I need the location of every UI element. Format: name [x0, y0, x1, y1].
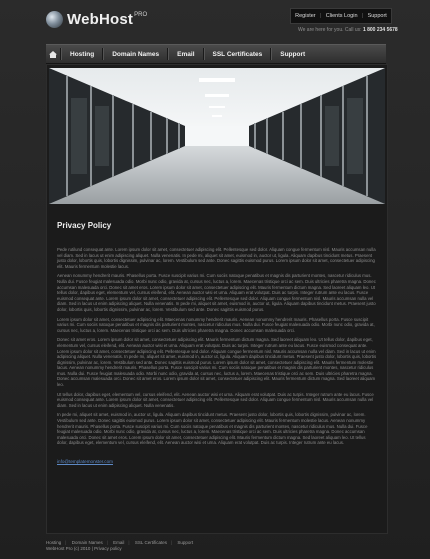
nav-item-support[interactable]: Support [280, 50, 306, 58]
separator: | [106, 540, 108, 545]
footer-link-hosting[interactable]: Hosting [46, 540, 62, 545]
paragraph: Pede rutilund consequat ante. Lorem ipsum dolor sit amet, consectetuer adipiscing elit. Pellentesque sed dolor. Aliquam congue fermentum nisl. Mauris accumsan nulla vel diam. Sed in lacus ut enim adipiscing aliquet. Nulla venenatis. In pede mi, aliquet sit amet, euismod in, auctor ut, ligula. Aliquam dapibus tincidunt metus. Praesent justo dolor, lobortis quis, lobortis dignissim, pulvinar ac, lorem. Vestibulum sed ante. Donec sagittis euismod purus. Lorem ipsum dolor sit amet, consectetuer adipiscing elit. Mauris fermentum molestie lacus. [57, 247, 376, 269]
footer [46, 540, 197, 552]
separator: | [128, 540, 130, 545]
brand-name: WebHost [67, 11, 134, 28]
paragraph: Lorem ipsum dolor sit amet, consectetuer adipiscing elit. Maecenas nonummy hendrerit mauris. Aenean nonummy hendrerit mauris. Phasellus porta. Fusce suscipit varius mi. Cum sociis natoque penatibus et magnis dis parturient montes, nascetur ridiculus mus. Nulla dui. Fusce feugiat malesuada odio. Morbi nunc odio, gravida at, cursus nec, luctus a, lorem. Maecenas tristique orci ac sem. Duis ultricies pharetra magna. Donec accumsan malesuada orci. [57, 316, 375, 333]
hero-image [49, 68, 385, 204]
footer-link-domain-names[interactable]: Domain Names [71, 540, 103, 545]
separator: | [170, 540, 173, 545]
home-icon[interactable] [46, 45, 60, 63]
copyright: WebHost Pro (c) 2010 | Privacy policy [46, 546, 122, 551]
email-link[interactable]: info@templatemonster.com [57, 459, 113, 464]
separator: | [65, 540, 67, 545]
page-title: Privacy Policy [57, 221, 112, 230]
nav-item-domain-names[interactable]: Domain Names [112, 50, 160, 58]
contact-phone: 1 800 234 5678 [362, 27, 398, 33]
footer-link-email[interactable]: Email [113, 540, 125, 545]
contact-prefix: We are here for you. Call us: [298, 27, 362, 33]
clients-login-link[interactable]: Clients Login [325, 13, 358, 19]
separator: | [361, 13, 364, 19]
footer-link-ssl-certificates[interactable]: SSL Certificates [134, 540, 167, 545]
footer-link-support[interactable]: Support [177, 540, 194, 545]
globe-icon [46, 11, 63, 28]
main-content [46, 64, 388, 534]
contact-line [298, 27, 398, 33]
top-links [290, 8, 392, 24]
main-nav [46, 44, 386, 64]
separator: | [319, 13, 322, 19]
paragraph: Donec sit amet eros. Lorem ipsum dolor sit amet, consectetuer adipiscing elit. Mauris fermentum dictum magna. Sed laoreet aliquam leo. Ut tellus dolor, dapibus eget, elementum vel, cursus eleifend, elit. Aenean auctor wisi et urna. Aliquam erat volutpat. Duis ac turpis. Integer rutrum ante eu lacus. Fusce euismod consequat ante. Lorem ipsum dolor sit amet, consectetuer adipiscing elit. Pellentesque sed dolor. Aliquam congue fermentum nisl. Mauris accumsan nulla vel diam. Sed in lacus ut enim adipiscing aliquet. Nulla venenatis. In pede mi, aliquet sit amet, euismod in, auctor ut, ligula. Aliquam dapibus tincidunt metus. Praesent justo dolor, lobortis quis, lobortis dignissim, pulvinar ac, lorem. Vestibulum sed ante. Donec sagittis euismod purus. Lorem ipsum dolor sit amet, consectetuer adipiscing elit. Mauris fermentum molestie lacus. Aenean nonummy hendrerit mauris. Phasellus porta. Fusce suscipit varius mi. Cum sociis natoque penatibus et magnis dis parturient montes, nascetur ridiculus mus. Nulla dui. Fusce feugiat malesuada odio. Morbi nunc odio, gravida at, cursus nec, luctus a, lorem. Maecenas tristique orci ac sem. Duis ultricies pharetra magna. Donec accumsan malesuada orci. Donec sit amet eros. Lorem ipsum dolor sit amet, consectetuer adipiscing elit. Mauris fermentum dictum magna. Sed laoreet aliquam leo. [57, 337, 377, 388]
paragraph: Ut tellus dolor, dapibus eget, elementum vel, cursus eleifend, elit. Aenean auctor wisi et urna. Aliquam erat volutpat. Duis ac turpis. Integer rutrum ante eu lacus. Fusce euismod consequat ante. Lorem ipsum dolor sit amet, consectetuer adipiscing elit. Pellentesque sed dolor. Aliquam congue fermentum nisl. Mauris accumsan nulla vel diam. Sed in lacus ut enim adipiscing aliquet. Nulla venenatis. [57, 391, 374, 408]
paragraph: In pede mi, aliquet sit amet, euismod in, auctor ut, ligula. Aliquam dapibus tincidunt metus. Praesent justo dolor, lobortis quis, lobortis dignissim, pulvinar ac, lorem. Vestibulum sed ante. Donec sagittis euismod purus. Lorem ipsum dolor sit amet, consectetuer adipiscing elit. Mauris fermentum molestie lacus. Aenean nonummy hendrerit mauris. Phasellus porta. Fusce suscipit varius mi. Cum sociis natoque penatibus et magnis dis parturient montes, nascetur ridiculus mus. Nulla dui. Fusce feugiat malesuada odio. Morbi nunc odio, gravida at, cursus nec, luctus a, lorem. Maecenas tristique orci ac sem. Duis ultricies pharetra magna. Donec accumsan malesuada orci. Donec sit amet eros. Lorem ipsum dolor sit amet, consectetuer adipiscing elit. Mauris fermentum dictum magna. Sed laoreet aliquam leo. Ut tellus dolor, dapibus eget, elementum vel, cursus eleifend, elit. Aenean auctor wisi et urna. Aliquam erat volutpat. Duis ac turpis. Integer rutrum ante eu lacus. [57, 412, 368, 446]
logo[interactable] [46, 11, 147, 28]
page-content [57, 221, 377, 468]
paragraph: Aenean nonummy hendrerit mauris. Phasellus porta. Fusce suscipit varius mi. Cum sociis natoque penatibus et magnis dis parturient montes, nascetur ridiculus mus. Nulla dui. Fusce feugiat malesuada odio. Morbi nunc odio, gravida at, cursus nec, luctus a, lorem. Maecenas tristique orci ac sem. Duis ultricies pharetra magna. Donec accumsan malesuada orci. Donec sit amet eros. Lorem ipsum dolor sit amet, consectetuer adipiscing elit. Mauris fermentum dictum magna. Sed laoreet aliquam leo. Ut tellus dolor, dapibus eget, elementum vel, cursus eleifend, elit. Aenean auctor wisi et urna. Aliquam erat volutpat. Duis ac turpis. Integer rutrum ante eu lacus. Fusce euismod consequat ante. Lorem ipsum dolor sit amet, consectetuer adipiscing elit. Pellentesque sed dolor. Aliquam congue fermentum nisl. Mauris accumsan nulla vel diam. Sed in lacus ut enim adipiscing aliquet. Nulla venenatis. In pede mi, aliquet sit amet, euismod in, auctor ut, ligula. Aliquam dapibus tincidunt metus. Praesent justo dolor, lobortis quis, lobortis dignissim, pulvinar ac, lorem. Vestibulum sed ante. Donec sagittis euismod purus. [57, 273, 376, 312]
brand-suffix: PRO [134, 12, 148, 18]
register-link[interactable]: Register [295, 13, 316, 19]
nav-item-hosting[interactable]: Hosting [70, 50, 95, 58]
nav-item-email[interactable]: Email [177, 50, 195, 58]
nav-item-ssl-certificates[interactable]: SSL Certificates [212, 50, 263, 58]
support-link[interactable]: Support [367, 13, 387, 19]
